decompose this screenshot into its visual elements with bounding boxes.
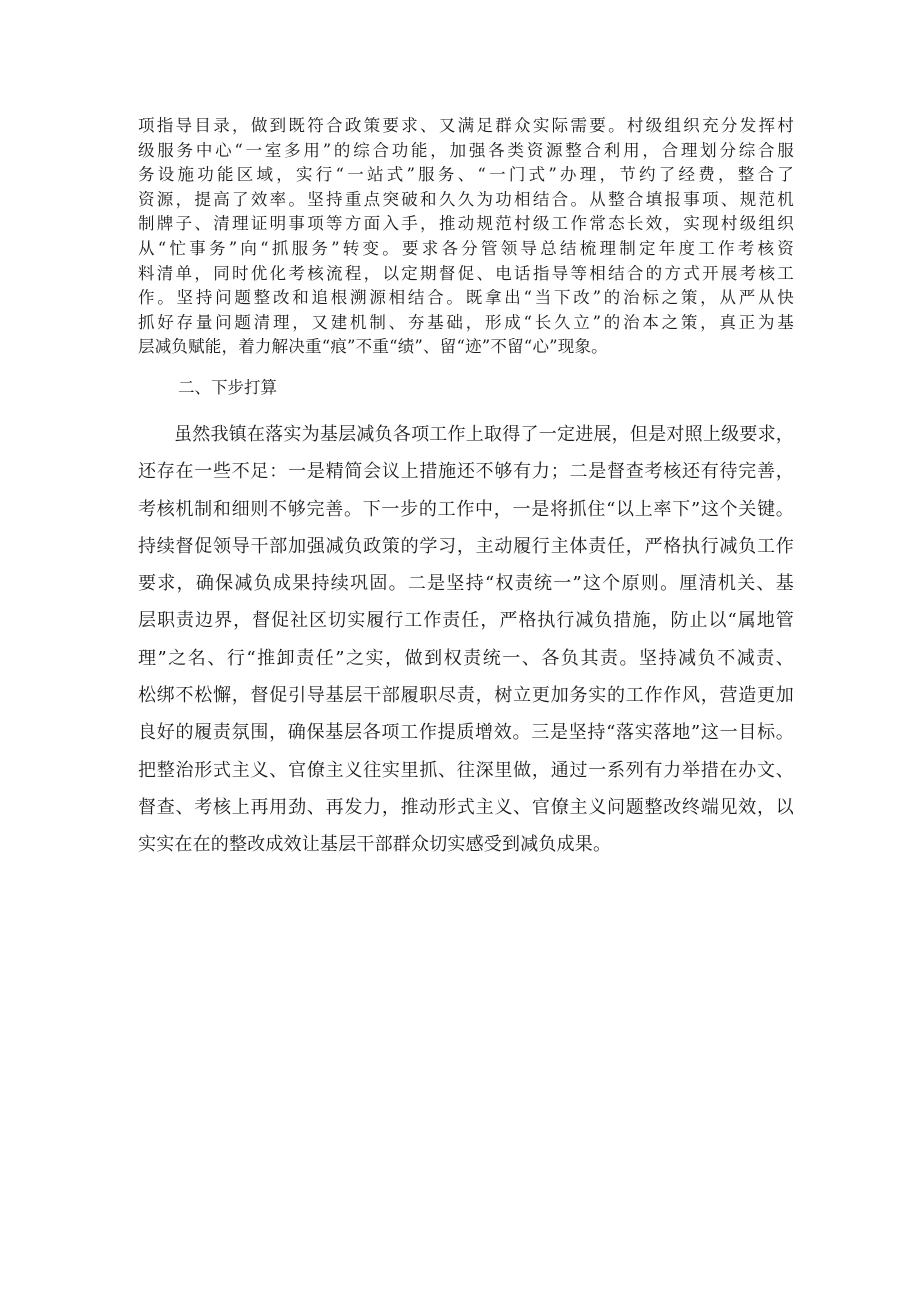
paragraph-line: 理”之名、行“推卸责任”之实，做到权责统一、各负其责。坚持减负不减责、 bbox=[138, 647, 794, 669]
paragraph-line: 抓好存量问题清理，又建机制、夯基础，形成“长久立”的治本之策，真正为基 bbox=[138, 312, 794, 332]
paragraph-line: 料清单，同时优化考核流程，以定期督促、电话指导等相结合的方式开展考核工 bbox=[138, 263, 794, 283]
paragraph-line: 资源，提高了效率。坚持重点突破和久久为功相结合。从整合填报事项、规范机 bbox=[138, 189, 794, 209]
paragraph-line: 从“忙事务”向“抓服务”转变。要求各分管领导总结梳理制定年度工作考核资 bbox=[138, 238, 794, 258]
paragraph-line: 实实在在的整改成效让基层干部群众切实感受到减负成果。 bbox=[138, 834, 612, 856]
paragraph-line: 考核机制和细则不够完善。下一步的工作中，一是将抓住“以上率下”这个关键。 bbox=[138, 498, 794, 520]
paragraph-line: 层职责边界，督促社区切实履行工作责任，严格执行减负措施，防止以“属地管 bbox=[138, 610, 794, 632]
paragraph-continuation bbox=[138, 114, 794, 360]
paragraph-line: 制牌子、清理证明事项等方面入手，推动规范村级工作常态长效，实现村级组织 bbox=[138, 214, 794, 234]
paragraph-line: 层减负赋能，着力解决重“痕”不重“绩”、留“迹”不留“心”现象。 bbox=[138, 337, 608, 357]
paragraph-plan bbox=[138, 416, 794, 864]
paragraph-line: 务设施功能区域，实行“一站式”服务、“一门式”办理，节约了经费，整合了 bbox=[138, 165, 794, 185]
paragraph-line: 要求，确保减负成果持续巩固。二是坚持“权责统一”这个原则。厘清机关、基 bbox=[138, 573, 794, 595]
paragraph-line: 虽然我镇在落实为基层减负各项工作上取得了一定进展，但是对照上级要求， bbox=[174, 424, 794, 445]
paragraph-line: 项指导目录，做到既符合政策要求、又满足群众实际需要。村级组织充分发挥村 bbox=[138, 116, 794, 135]
paragraph-line: 督查、考核上再用劲、再发力，推动形式主义、官僚主义问题整改终端见效，以 bbox=[138, 796, 794, 818]
paragraph-line: 良好的履责氛围，确保基层各项工作提质增效。三是坚持“落实落地”这一目标。 bbox=[138, 722, 794, 744]
paragraph-line: 持续督促领导干部加强减负政策的学习，主动履行主体责任，严格执行减负工作 bbox=[138, 535, 794, 557]
paragraph-line: 把整治形式主义、官僚主义往实里抓、往深里做，通过一系列有力举措在办文、 bbox=[138, 759, 794, 781]
paragraph-line: 还存在一些不足：一是精简会议上措施还不够有力；二是督查考核还有待完善， bbox=[138, 461, 794, 483]
paragraph-line: 作。坚持问题整改和追根溯源相结合。既拿出“当下改”的治标之策，从严从快 bbox=[138, 288, 794, 308]
paragraph-line: 级服务中心“一室多用”的综合功能，加强各类资源整合利用，合理划分综合服 bbox=[138, 140, 794, 160]
section-heading: 二、下步打算 bbox=[178, 378, 277, 397]
paragraph-line: 松绑不松懈，督促引导基层干部履职尽责，树立更加务实的工作作风，营造更加 bbox=[138, 685, 794, 707]
